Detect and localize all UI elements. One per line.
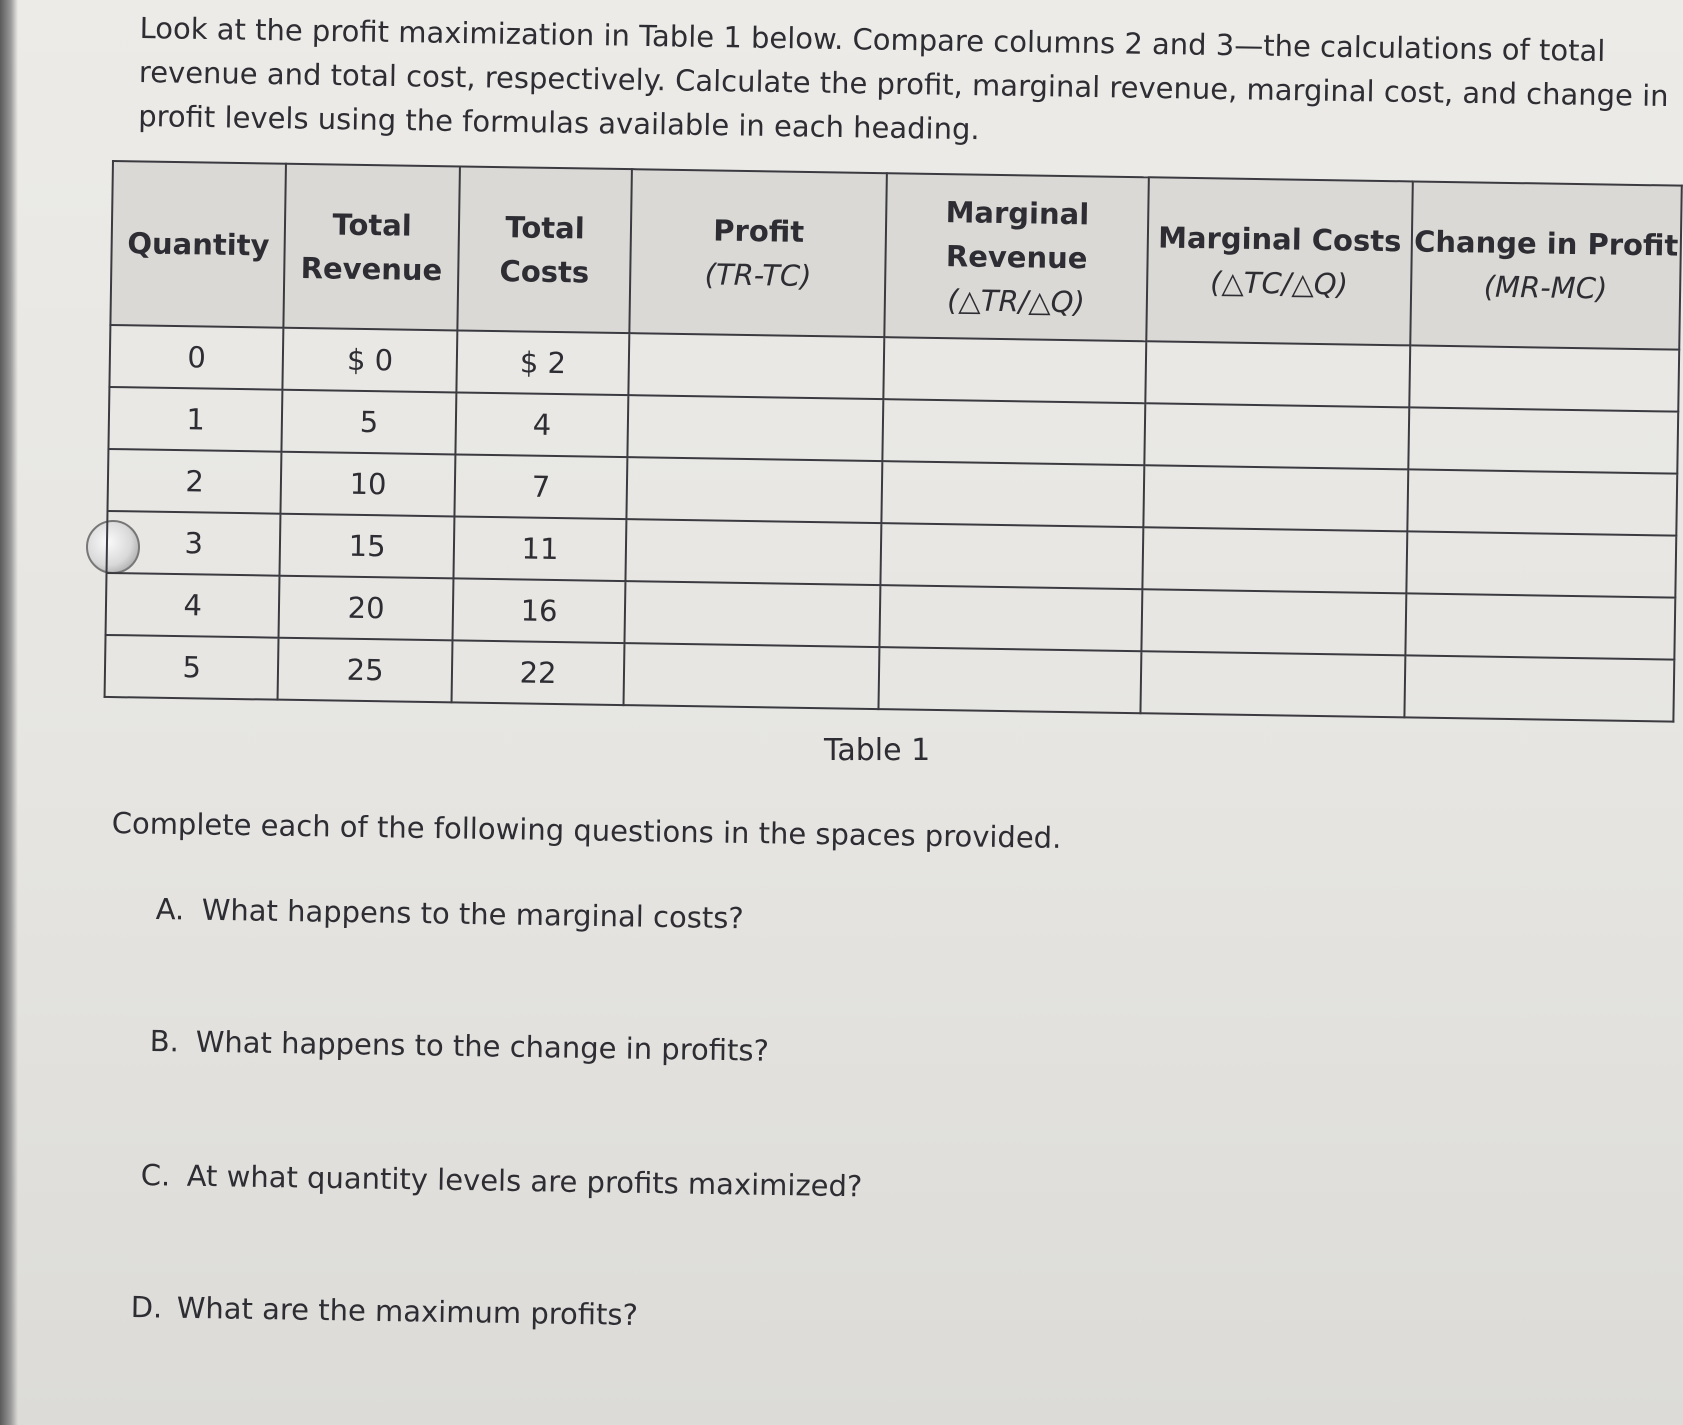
header-change-in-profit [1410, 181, 1682, 349]
cell-marginal-costs[interactable] [1145, 341, 1410, 407]
cell-profit[interactable] [625, 581, 881, 647]
header-label: Total Revenue [300, 207, 443, 288]
table-header [110, 161, 1681, 350]
cell-marginal-revenue[interactable] [880, 585, 1143, 651]
question-letter: A. [155, 892, 185, 927]
cell-change-in-profit[interactable] [1406, 531, 1676, 597]
cell-marginal-costs[interactable] [1144, 403, 1409, 469]
profit-maximization-table [104, 160, 1683, 723]
cell-total-revenue: 5 [282, 390, 456, 455]
cell-total-costs: 4 [455, 392, 628, 457]
cell-quantity: 4 [106, 573, 280, 638]
header-marginal-revenue [885, 173, 1149, 341]
cell-total-revenue: 20 [279, 576, 453, 641]
cell-marginal-costs[interactable] [1141, 589, 1406, 655]
cell-total-revenue: $ 0 [283, 328, 457, 393]
cell-change-in-profit[interactable] [1404, 655, 1674, 721]
cell-change-in-profit[interactable] [1409, 345, 1679, 411]
header-quantity [110, 161, 286, 328]
cell-marginal-revenue[interactable] [879, 647, 1142, 713]
intro-paragraph: Look at the profit maximization in Table 1 below. Compare columns 2 and 3—the calculations of total revenue and total cost, respectively. Calculate the profit, marginal revenue, marginal cost, and change in profit levels using the formulas available in each heading. [138, 10, 1669, 147]
cell-change-in-profit[interactable] [1407, 469, 1677, 535]
question-text: What are the maximum profits? [176, 1290, 639, 1332]
cell-marginal-revenue[interactable] [884, 337, 1147, 403]
cell-profit[interactable] [626, 519, 882, 585]
header-formula: (△TC/△Q) [1209, 265, 1349, 302]
cell-change-in-profit[interactable] [1408, 407, 1678, 473]
cell-change-in-profit[interactable] [1405, 593, 1675, 659]
cell-profit[interactable] [629, 333, 885, 399]
header-label: Change in Profit [1413, 224, 1679, 263]
cell-quantity: 2 [107, 449, 281, 514]
cell-profit[interactable] [628, 395, 884, 461]
cell-quantity: 5 [105, 635, 279, 700]
header-formula: (MR-MC) [1483, 269, 1608, 306]
header-label: Quantity [127, 226, 270, 263]
cell-marginal-revenue[interactable] [881, 523, 1144, 589]
cell-total-costs: 7 [454, 454, 627, 519]
cell-profit[interactable] [624, 643, 880, 709]
question-letter: B. [149, 1024, 180, 1059]
question-letter: C. [140, 1158, 171, 1193]
page-left-edge-shadow [0, 0, 18, 1425]
header-formula: (TR-TC) [704, 257, 812, 293]
cell-total-costs: 22 [451, 640, 624, 705]
cell-total-revenue: 10 [281, 452, 455, 517]
cell-total-revenue: 25 [278, 638, 452, 703]
cell-profit[interactable] [627, 457, 883, 523]
header-profit [630, 169, 887, 337]
cell-marginal-costs[interactable] [1142, 527, 1407, 593]
question-b [149, 1024, 769, 1068]
cell-total-revenue: 15 [280, 514, 454, 579]
cell-marginal-revenue[interactable] [883, 399, 1146, 465]
question-d [130, 1290, 638, 1332]
header-label: Total Costs [499, 210, 590, 290]
header-total-costs [457, 166, 632, 333]
instructions-text: Complete each of the following questions in the spaces provided. [111, 806, 1062, 855]
header-row [110, 161, 1681, 350]
cell-marginal-costs[interactable] [1143, 465, 1408, 531]
header-label: Marginal Revenue [945, 195, 1090, 276]
question-a [155, 892, 744, 935]
cell-total-costs: 16 [452, 578, 625, 643]
question-c [140, 1158, 862, 1203]
table-body [105, 325, 1680, 722]
header-label: Marginal Costs [1157, 220, 1402, 259]
table-caption: Table 1 [824, 733, 931, 768]
question-text: At what quantity levels are profits maximized? [186, 1158, 863, 1204]
header-total-revenue [284, 164, 460, 331]
cell-quantity: 0 [109, 325, 283, 390]
cell-marginal-costs[interactable] [1140, 651, 1405, 717]
cell-quantity: 1 [108, 387, 282, 452]
header-label: Profit [713, 213, 805, 249]
cell-quantity: 3 [107, 511, 281, 576]
cell-total-costs: $ 2 [456, 330, 629, 395]
question-letter: D. [130, 1290, 163, 1325]
question-text: What happens to the marginal costs? [201, 892, 745, 936]
header-formula: (△TR/△Q) [946, 283, 1086, 320]
cell-total-costs: 11 [453, 516, 626, 581]
question-text: What happens to the change in profits? [195, 1024, 770, 1068]
cell-marginal-revenue[interactable] [882, 461, 1145, 527]
header-marginal-costs [1146, 177, 1412, 345]
